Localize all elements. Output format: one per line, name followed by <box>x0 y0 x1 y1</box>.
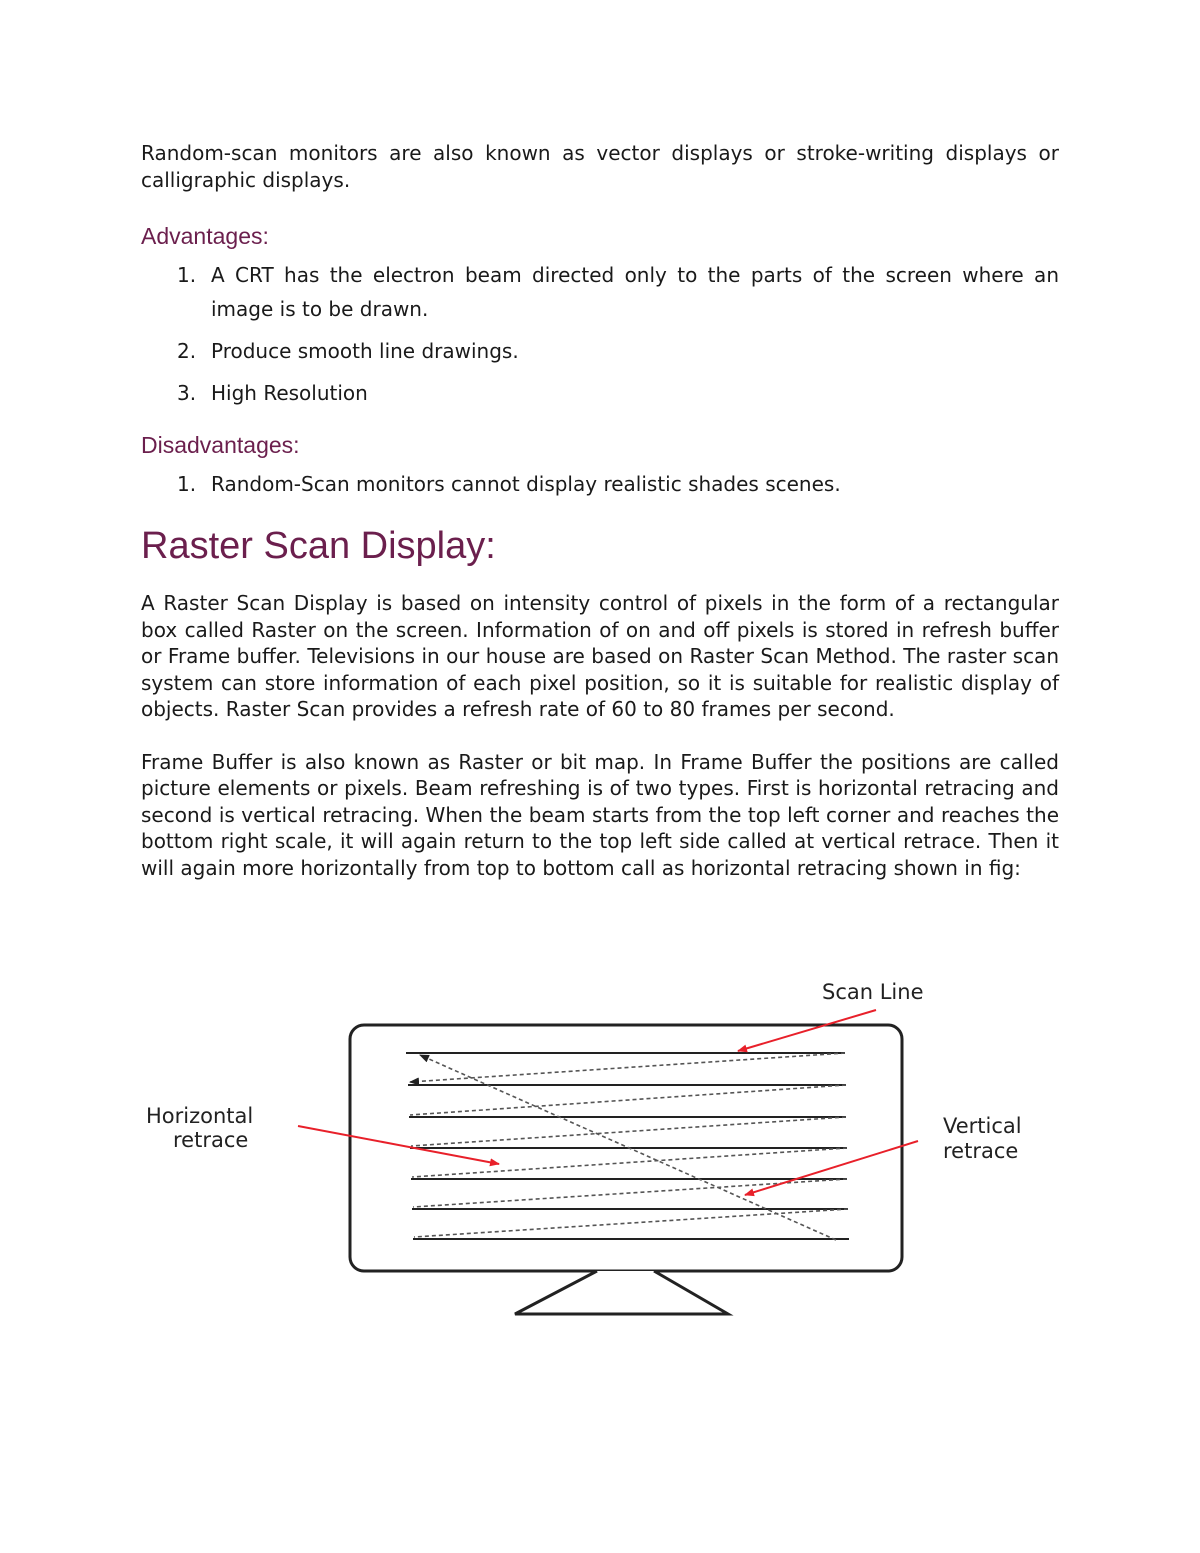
list-item: 1. A CRT has the electron beam directed only to the parts of the screen where an image is to be drawn. <box>177 263 1059 321</box>
disadvantages-heading: Disadvantages: <box>141 432 300 458</box>
label-vertical-1: Vertical <box>943 1114 1022 1138</box>
monitor-stand <box>515 1271 728 1314</box>
raster-paragraph-2: Frame Buffer is also known as Raster or bit map. In Frame Buffer the positions are called picture elements or pixels. Beam refreshing is of two types. First is horizontal retracing and second is vertical retracing. When the beam starts from the top left corner and reaches the bottom right scale, it will again return to the top left side called at vertical retrace. Then it will again more horizontally from top to bottom call as horizontal retracing shown in fig: <box>141 749 1059 880</box>
list-item: 1. Random-Scan monitors cannot display realistic shades scenes. <box>177 472 841 496</box>
label-horizontal-2: retrace <box>173 1128 249 1152</box>
list-item: 2. Produce smooth line drawings. <box>177 339 519 363</box>
list-item: 3. High Resolution <box>177 381 368 405</box>
label-vertical-2: retrace <box>943 1139 1019 1163</box>
intro-paragraph: Random-scan monitors are also known as vector displays or stroke-writing displays or calligraphic displays. <box>141 141 1059 192</box>
label-scan-line: Scan Line <box>822 980 924 1004</box>
section-title: Raster Scan Display: <box>141 525 496 567</box>
advantages-heading: Advantages: <box>141 223 269 249</box>
raster-paragraph-1: A Raster Scan Display is based on intensity control of pixels in the form of a rectangular box called Raster on the screen. Information of on and off pixels is stored in refresh buffer or Frame buffer. Televisions in our house are based on Raster Scan Method. The raster scan system can store information of each pixel position, so it is suitable for realistic display of objects. Raster Scan provides a refresh rate of 60 to 80 frames per second. <box>141 591 1059 721</box>
label-horizontal-1: Horizontal <box>146 1104 254 1128</box>
